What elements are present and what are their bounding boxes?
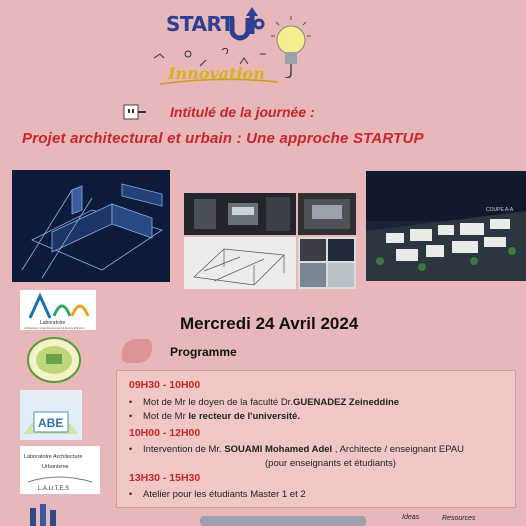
time-slot-2: 10H00 - 12H00	[129, 427, 201, 439]
time-slot-1: 09H30 - 10H00	[129, 379, 201, 391]
aeed-lab-subtext: Architecture, Urban Environment & Energy Efficiency	[24, 327, 85, 330]
lautes-lab-logo	[20, 446, 100, 494]
interior-render-1	[184, 193, 296, 235]
lautes-line3: L.A.U.T.E.S	[38, 486, 70, 492]
bullet-icon: •	[129, 397, 133, 407]
footer-resources-text: Resources	[442, 515, 476, 522]
lightbulb-icon	[268, 14, 314, 78]
day-title-label: Intitulé de la journée :	[170, 104, 315, 120]
sketch-render	[184, 237, 296, 289]
startup-logo-text: START	[166, 12, 234, 36]
bottom-logo	[20, 500, 70, 526]
schedule-item: • Mot de Mr le recteur de l'université.	[129, 411, 300, 422]
lautes-line2: Urbanisme	[42, 464, 69, 470]
schedule-item: • Mot de Mr le doyen de la faculté Dr.GUENADEZ Zeineddine	[129, 397, 400, 408]
event-date: Mercredi 24 Avril 2024	[180, 314, 359, 333]
urban-model-render	[366, 171, 526, 281]
schedule-item: • Atelier pour les étudiants Master 1 et 2	[129, 489, 306, 500]
innovation-text: Innovation	[168, 64, 265, 83]
footer-ideas-text: Ideas	[402, 514, 420, 521]
materials-board	[298, 237, 356, 289]
footer-image-strip	[200, 516, 366, 526]
programme-label: Programme	[170, 345, 237, 359]
architecture-render-left	[12, 170, 170, 282]
day-title: Projet architectural et urbain : Une approche STARTUP	[22, 130, 424, 147]
aeed-lab-logo	[20, 290, 96, 330]
coupe-label: COUPE A-A	[486, 207, 514, 213]
bullet-icon: •	[129, 489, 133, 499]
green-circle-logo	[20, 336, 90, 384]
abe-lab-logo	[20, 390, 82, 440]
lautes-line1: Laboratoire Architecture	[24, 454, 83, 460]
schedule-item-continuation: (pour enseignants et étudiants)	[265, 458, 396, 469]
bullet-icon: •	[129, 444, 133, 454]
time-slot-3: 13H30 - 15H30	[129, 472, 201, 484]
schedule-item: • Intervention de Mr. SOUAMI Mohamed Adel , Architecte / enseignant EPAU	[129, 444, 465, 455]
plug-icon	[122, 103, 146, 121]
abe-text: ABE	[38, 416, 64, 430]
schedule-box	[116, 370, 516, 508]
programme-marker-shape	[122, 339, 152, 363]
interior-render-2	[298, 193, 356, 235]
bullet-icon: •	[129, 411, 133, 421]
aeed-lab-text: Laboratoire	[40, 320, 66, 326]
